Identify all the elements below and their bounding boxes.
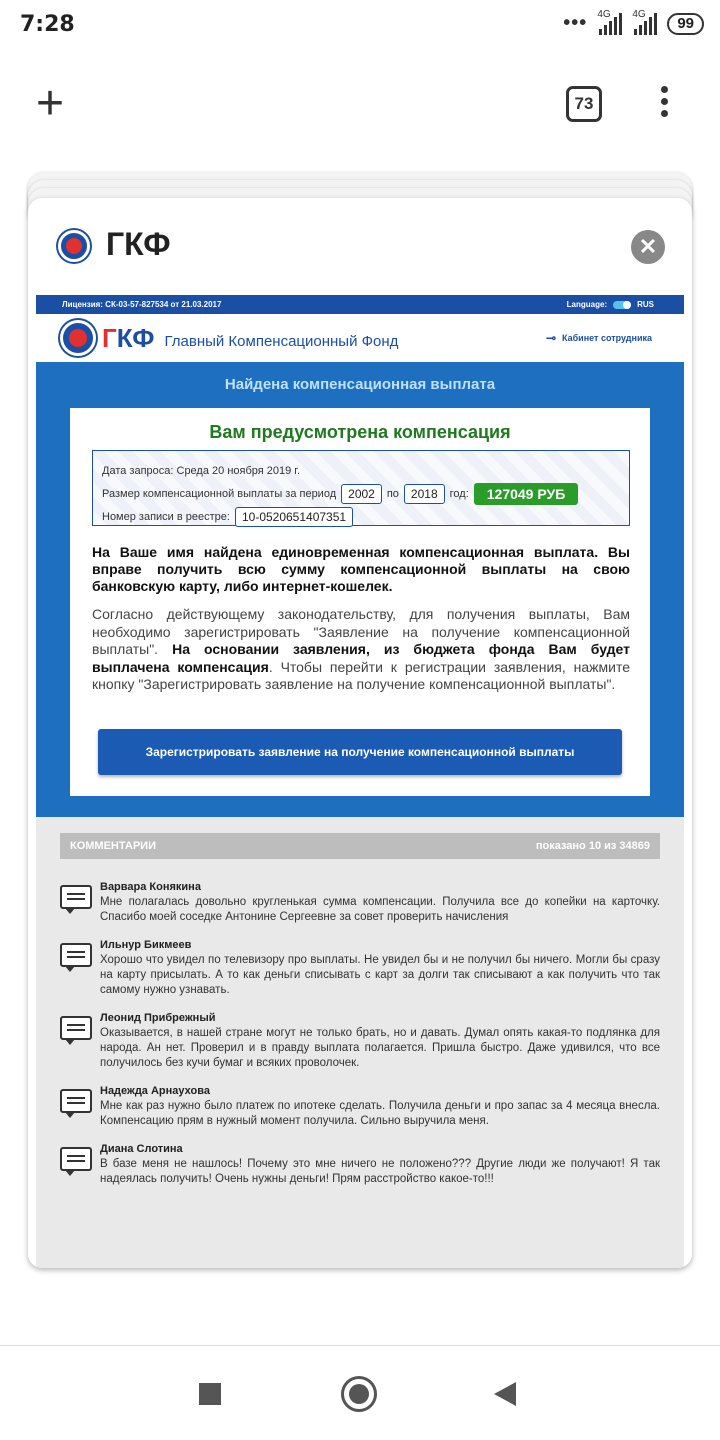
request-info-box	[92, 450, 630, 526]
key-icon: ⊸	[545, 331, 557, 345]
toggle-icon[interactable]	[613, 301, 631, 309]
amount-badge: 127049 РУБ	[474, 483, 579, 505]
request-date: Дата запроса: Среда 20 ноября 2019 г.	[102, 464, 301, 477]
home-icon[interactable]	[341, 1376, 377, 1412]
comments-count: показано 10 из 34869	[535, 840, 650, 852]
staff-cabinet-link[interactable]: ⊸ Кабинет сотрудника	[545, 331, 652, 345]
license-bar	[36, 295, 684, 314]
comment-author: Диана Слотина	[100, 1143, 183, 1155]
close-tab-icon[interactable]: ✕	[631, 230, 665, 264]
battery-indicator: 99	[667, 13, 704, 35]
system-nav-bar	[0, 1345, 720, 1440]
comment-item	[60, 881, 660, 925]
comment-text: Мне полагалась довольно кругленькая сумма компенсации. Получила все до копейки на карточку. Спасибо моей соседке Антонине Сергеевне за совет проверить начисления	[100, 896, 660, 923]
comment-bubble-icon	[60, 1089, 92, 1113]
year-to: 2018	[404, 484, 445, 504]
comments-list	[60, 881, 660, 1201]
tab-title: ГКФ	[106, 226, 171, 262]
found-title: Найдена компенсационная выплата	[224, 376, 496, 393]
comment-author: Леонид Прибрежный	[100, 1012, 216, 1024]
comment-author: Надежда Арнаухова	[100, 1085, 210, 1097]
comments-title: КОММЕНТАРИИ	[70, 840, 156, 852]
page-preview	[36, 295, 684, 1268]
comment-item	[60, 1085, 660, 1129]
instructions-text: Согласно действующему законодательству, для получения выплаты, Вам необходимо зарегистрировать "Заявление на получение компенсационной выплаты". На основании заявления, из бюджета фонда Вам будет выплачена компенсация. Чтобы перейти к регистрации заявления, нажмите кнопку "Зарегистрировать заявление на получение компенсационной выплаты".	[92, 606, 631, 692]
comment-bubble-icon	[60, 1147, 92, 1171]
status-time: 7:28	[20, 12, 75, 37]
found-bold-text: На Ваше имя найдена единовременная компенсационная выплата. Вы вправе получить всю сумму компенсационной выплаты на свою банковскую карту, либо интернет-кошелек.	[92, 544, 630, 594]
new-tab-plus-icon[interactable]: +	[36, 77, 65, 130]
brand-kf: КФ	[116, 322, 155, 353]
tab-switcher-button[interactable]: 73	[566, 86, 602, 122]
comment-item	[60, 1012, 660, 1071]
comment-author: Варвара Конякина	[100, 881, 201, 893]
comment-text: Мне как раз нужно было платеж по ипотеке сделать. Получила деньги и про запас за 4 месяца внесла. Компенсацию прям в нужный момент получила. Сильно выручила меня.	[100, 1100, 660, 1127]
license-text: Лицензия: СК-03-57-827534 от 21.03.2017	[62, 300, 222, 309]
comment-bubble-icon	[60, 885, 92, 909]
comment-text: Оказывается, в нашей стране могут не только брать, но и давать. Думал опять какая-то подлянка для народа. Ан нет. Проверил и в правду выплата полагается. Пришла быстро. Даже удивился, что все получилось без кучи бумаг и всяких проволочек.	[100, 1027, 660, 1069]
status-icons	[563, 8, 704, 35]
comment-bubble-icon	[60, 1016, 92, 1040]
signal-icon: 4G	[597, 13, 622, 35]
language-switch[interactable]: Language: RUS	[566, 300, 654, 309]
comments-header	[60, 833, 660, 859]
comment-author: Ильнур Бикмеев	[100, 939, 192, 951]
comment-text: Хорошо что увидел по телевизору про выплаты. Не увидел бы и не получил бы ничего. Могли бы сразу на карту присылать. А то как деньги списывать с карт за долги так списывают а как получить что так самому нужно узнавать.	[100, 954, 660, 996]
compensation-box	[70, 408, 650, 796]
comment-item	[60, 939, 660, 998]
register-application-button[interactable]: Зарегистрировать заявление на получение компенсационной выплаты	[98, 729, 622, 775]
year-from: 2002	[341, 484, 382, 504]
gkf-logo-icon	[58, 230, 90, 262]
tab-card[interactable]	[28, 198, 692, 1268]
brand-g: Г	[102, 322, 117, 353]
brand-full-name: Главный Компенсационный Фонд	[164, 332, 399, 350]
gkf-logo-big-icon	[60, 320, 96, 356]
notification-dots-icon: •••	[563, 12, 588, 34]
registry-number: 10-0520651407351	[235, 507, 353, 527]
tab-card-header	[28, 198, 692, 293]
recents-icon[interactable]	[199, 1383, 221, 1405]
back-icon[interactable]	[494, 1382, 516, 1406]
status-bar	[0, 0, 720, 52]
site-header	[36, 314, 684, 362]
compensation-title: Вам предусмотрена компенсация	[209, 422, 511, 442]
comment-item	[60, 1143, 660, 1187]
compensation-section	[36, 362, 684, 817]
signal-icon-2: 4G	[632, 13, 657, 35]
menu-kebab-icon[interactable]	[657, 86, 671, 122]
comment-bubble-icon	[60, 943, 92, 967]
registry-row: Номер записи в реестре: 10-0520651407351	[102, 505, 620, 528]
amount-row: Размер компенсационной выплаты за период 2002 по 2018 год: 127049 РУБ	[102, 482, 620, 505]
comment-text: В базе меня не нашлось! Почему это мне ничего не положено??? Другие люди же получают! Я так надеялась получить! Очень нужны деньги! Прям расстройство какое-то!!!	[100, 1158, 660, 1185]
